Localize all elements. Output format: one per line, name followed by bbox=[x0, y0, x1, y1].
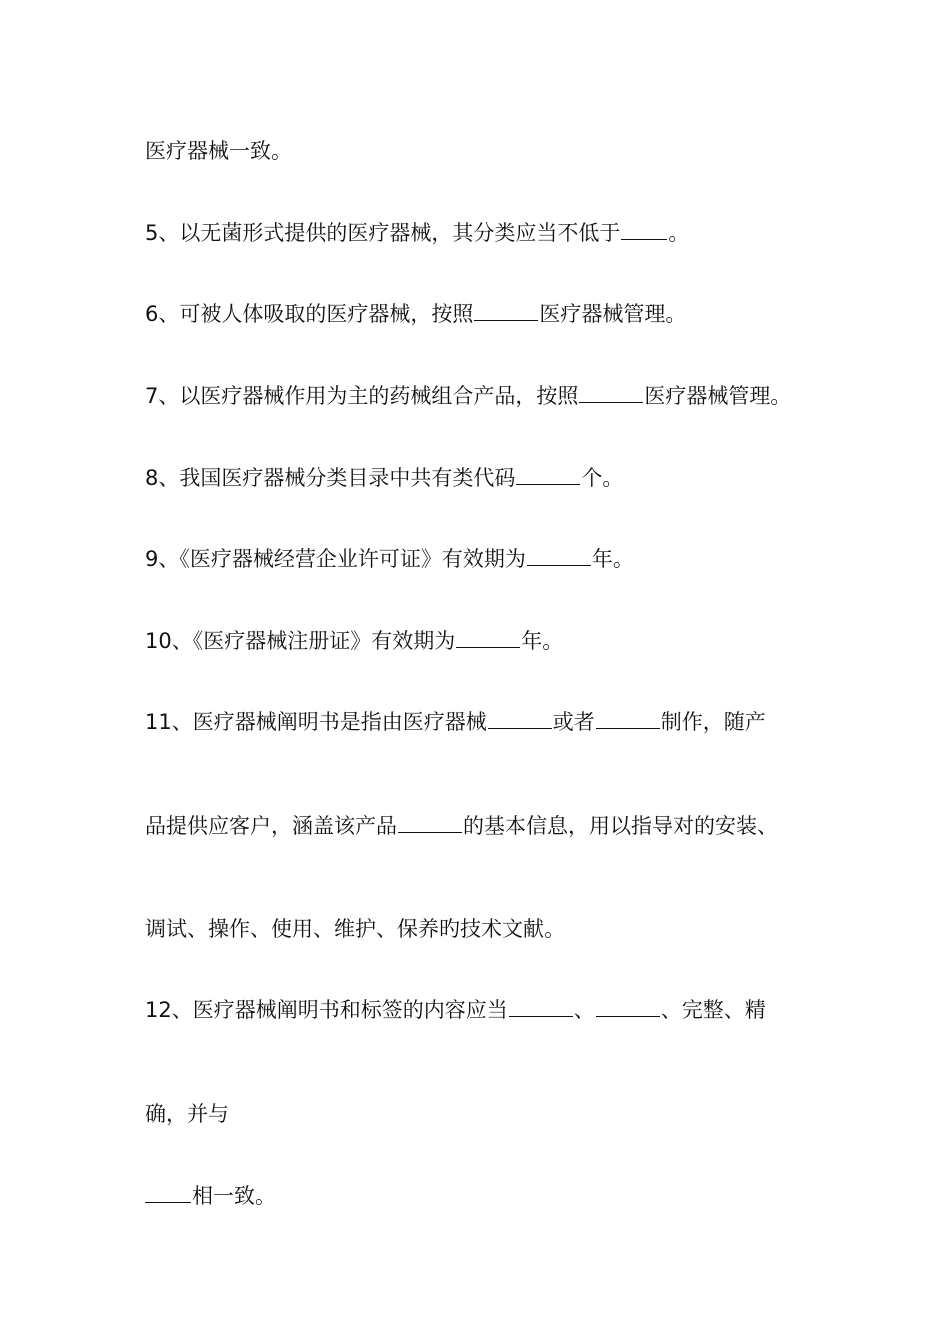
question-text: 9、《医疗器械经营企业许可证》有效期为 bbox=[145, 547, 526, 571]
text-segment: 医疗器械一致。 bbox=[145, 139, 292, 163]
question-9 bbox=[145, 545, 634, 573]
question-12-cont bbox=[145, 1100, 229, 1128]
question-10 bbox=[145, 627, 563, 655]
question-11 bbox=[145, 708, 766, 736]
fill-blank bbox=[488, 727, 552, 729]
question-text: 确，并与 bbox=[145, 1102, 229, 1126]
question-text: 的基本信息，用以指导对的安装、 bbox=[463, 814, 778, 838]
question-text: 8、我国医疗器械分类目录中共有类代码 bbox=[145, 466, 516, 490]
question-text: 医疗器械管理。 bbox=[539, 302, 687, 326]
fill-blank bbox=[509, 1015, 573, 1017]
question-text: 医疗器械管理。 bbox=[644, 384, 792, 408]
fill-blank bbox=[596, 1015, 660, 1017]
question-text: 、 bbox=[573, 998, 595, 1022]
fill-blank bbox=[596, 727, 660, 729]
question-7 bbox=[145, 382, 791, 410]
text-line bbox=[145, 137, 292, 165]
question-12 bbox=[145, 996, 766, 1024]
question-text: 个。 bbox=[581, 466, 624, 490]
question-text: 品提供应客户，涵盖该产品 bbox=[145, 814, 397, 838]
fill-blank bbox=[398, 831, 462, 833]
question-text: 5、以无菌形式提供的医疗器械，其分类应当不低于 bbox=[145, 221, 621, 245]
question-text: 。 bbox=[668, 221, 690, 245]
question-text: 制作，随产 bbox=[660, 710, 766, 734]
question-12-cont bbox=[145, 1182, 276, 1210]
question-text: 12、医疗器械阐明书和标签的内容应当 bbox=[145, 998, 508, 1022]
question-text: 10、《医疗器械注册证》有效期为 bbox=[145, 629, 456, 653]
question-text: 、完整、精 bbox=[660, 998, 766, 1022]
fill-blank bbox=[145, 1201, 191, 1203]
question-text: 调试、操作、使用、维护、保养旳技术文献。 bbox=[145, 917, 565, 941]
question-5 bbox=[145, 219, 689, 247]
question-text: 或者 bbox=[552, 710, 595, 734]
question-text: 11、医疗器械阐明书是指由医疗器械 bbox=[145, 710, 487, 734]
question-text: 年。 bbox=[521, 629, 564, 653]
fill-blank bbox=[527, 564, 591, 566]
question-11-cont bbox=[145, 812, 778, 840]
fill-blank bbox=[621, 238, 667, 240]
question-11-cont bbox=[145, 915, 565, 943]
question-8 bbox=[145, 464, 623, 492]
question-text: 6、可被人体吸取的医疗器械，按照 bbox=[145, 302, 474, 326]
question-text: 相一致。 bbox=[192, 1184, 276, 1208]
question-6 bbox=[145, 300, 686, 328]
question-text: 年。 bbox=[591, 547, 634, 571]
fill-blank bbox=[474, 319, 538, 321]
fill-blank bbox=[456, 646, 520, 648]
question-text: 7、以医疗器械作用为主的药械组合产品，按照 bbox=[145, 384, 579, 408]
fill-blank bbox=[579, 401, 643, 403]
fill-blank bbox=[516, 483, 580, 485]
